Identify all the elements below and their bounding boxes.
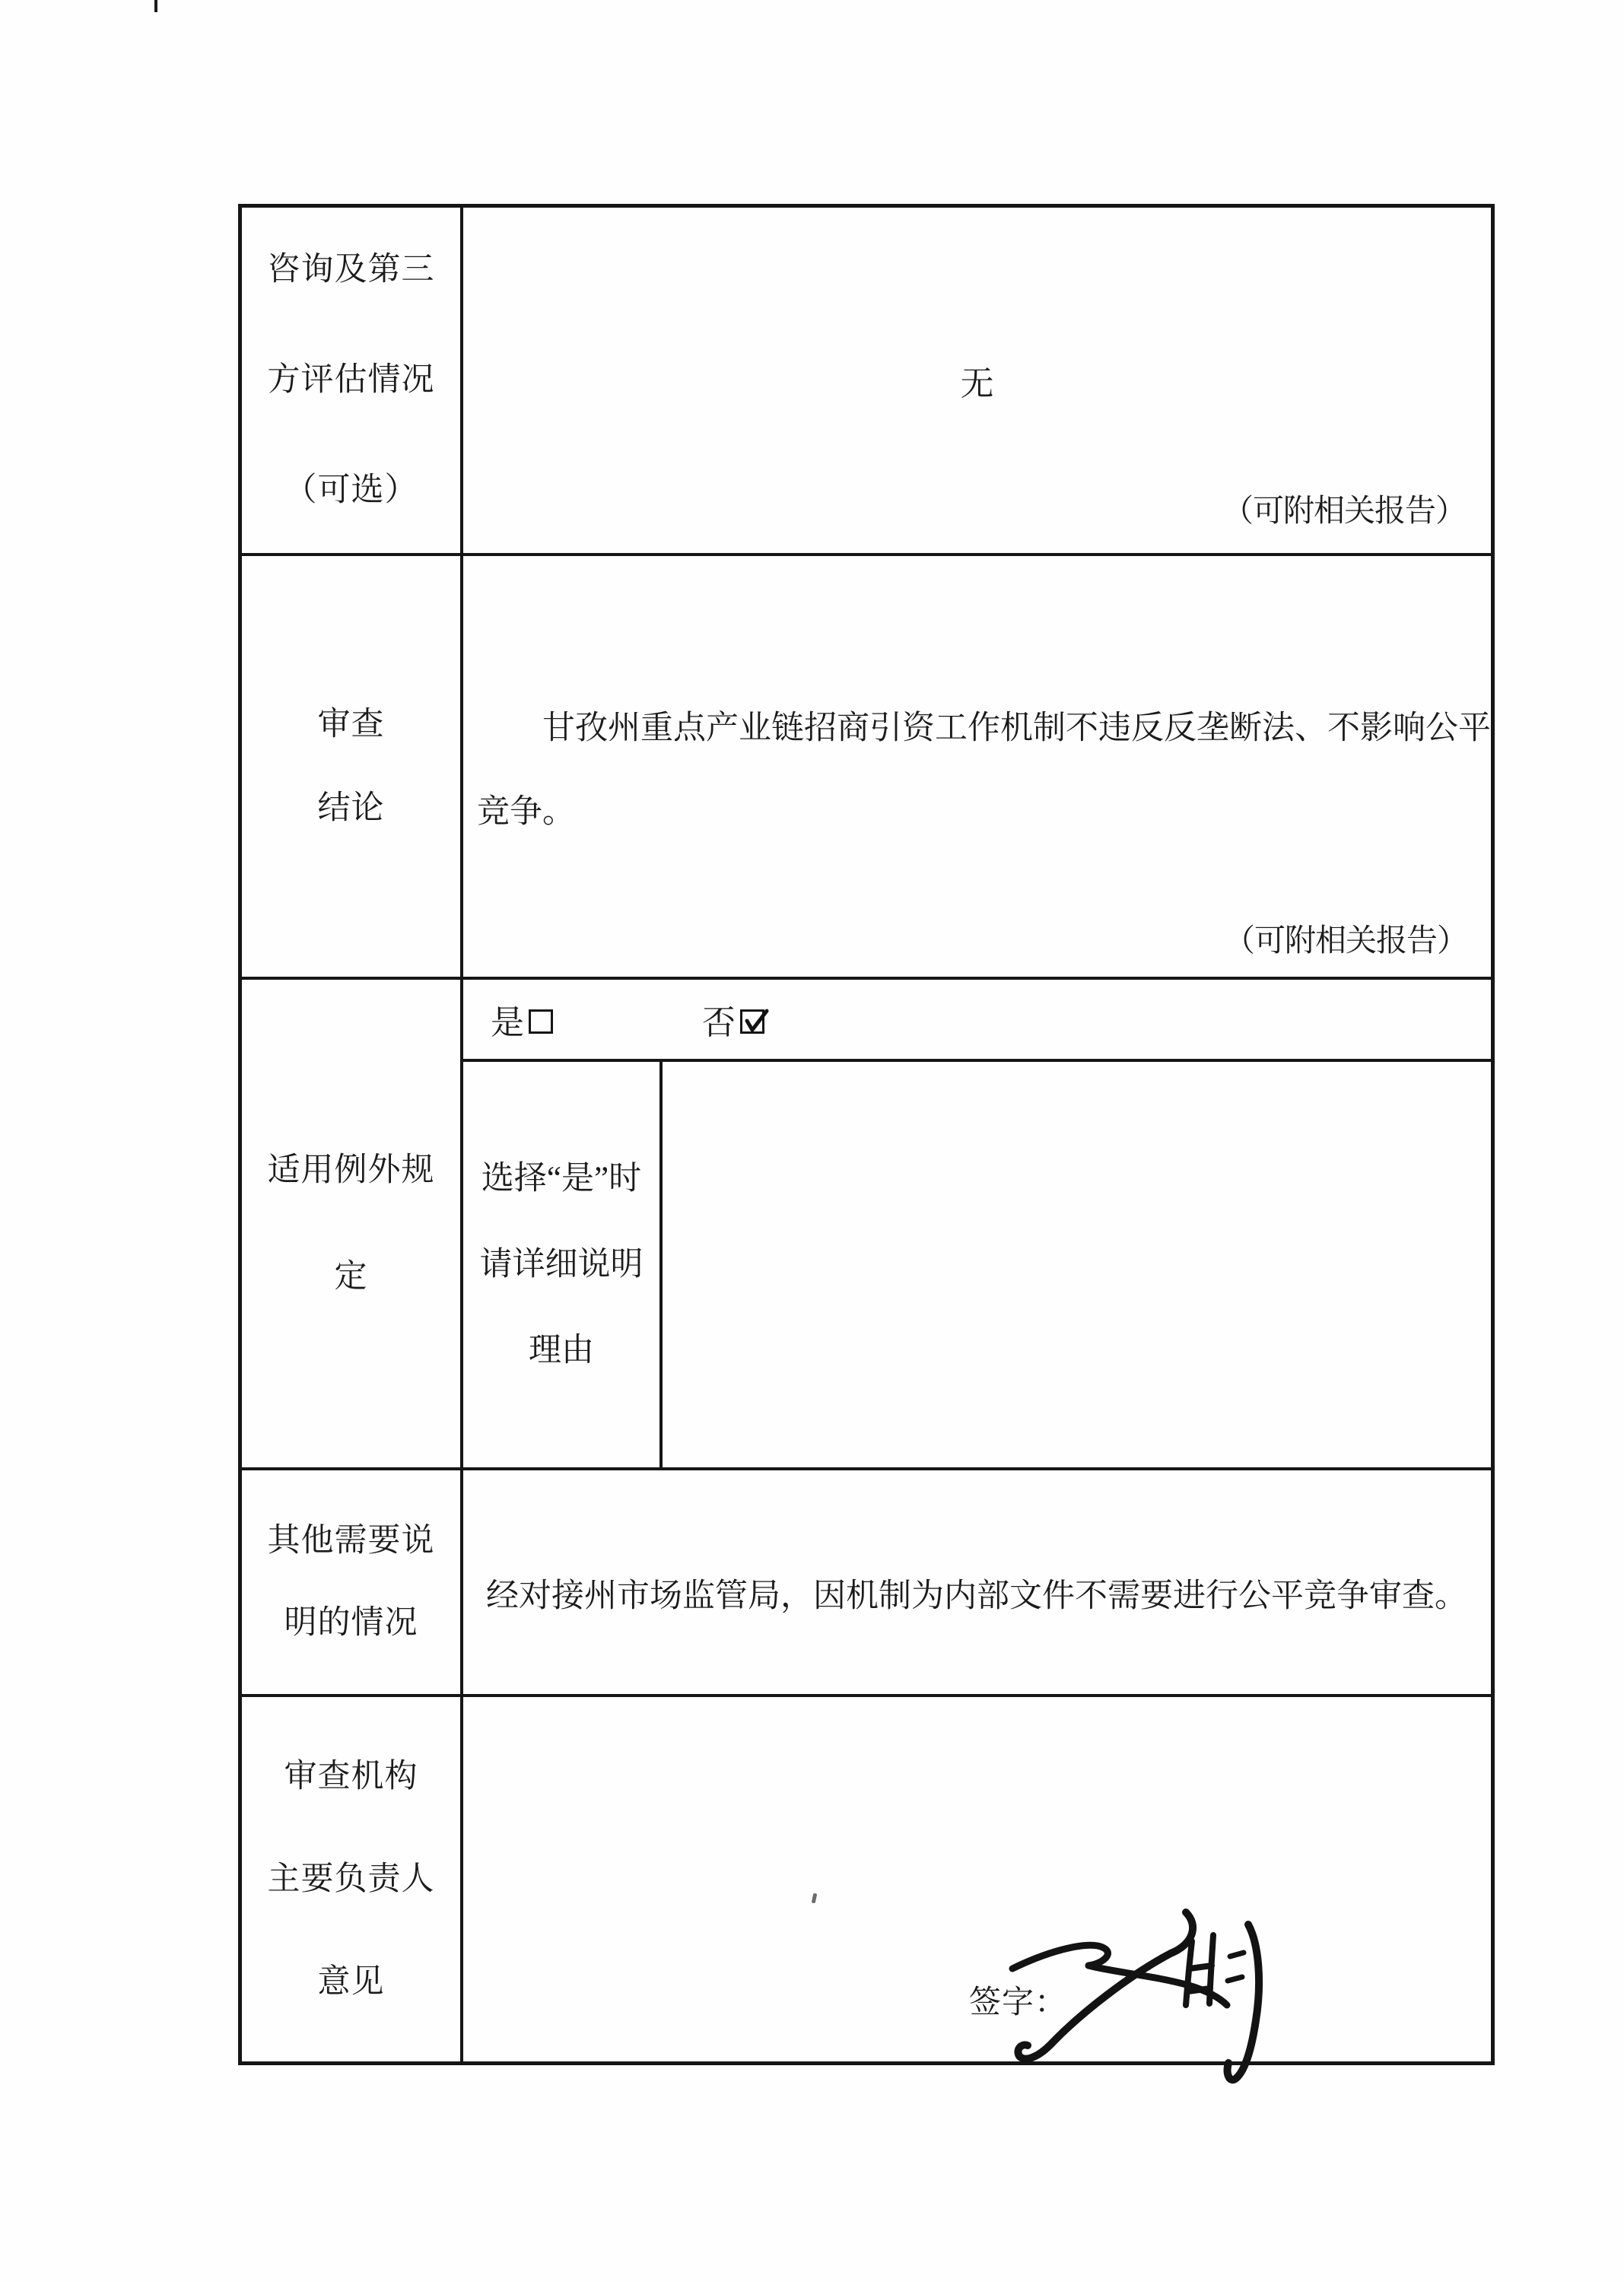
row-exception-rules — [242, 977, 1491, 1467]
row-label-head-opinion — [242, 1697, 463, 2061]
signature-label: 签字： — [969, 1985, 1068, 2020]
label-line: 咨询及第三 — [267, 252, 435, 288]
row-head-opinion — [242, 1694, 1491, 2061]
label-line: 方评估情况 — [267, 362, 435, 398]
label-line: 理由 — [529, 1333, 594, 1368]
consultation-value: 无 — [960, 365, 994, 402]
yes-checkbox-icon — [529, 1009, 553, 1034]
row-label-conclusion — [242, 556, 463, 977]
no-checkbox-icon — [740, 1009, 764, 1034]
scan-artifact-tick — [154, 0, 157, 12]
conclusion-line: 竞争。 — [477, 794, 575, 830]
attach-report-note: （可附相关报告） — [1224, 923, 1467, 958]
label-line: 审查机构 — [284, 1758, 418, 1794]
label-line: 意见 — [317, 1963, 385, 2000]
cell-head-opinion — [463, 1697, 1491, 2061]
conclusion-paragraph — [463, 556, 1492, 854]
other-notes-value: 经对接州市场监管局，因机制为内部文件不需要进行公平竞争审查。 — [486, 1578, 1467, 1614]
label-line: 结论 — [317, 790, 385, 826]
option-no — [702, 995, 764, 1044]
row-other-notes — [242, 1467, 1491, 1694]
handwritten-signature — [1005, 1899, 1301, 2096]
row-label-other-notes — [242, 1470, 463, 1694]
label-line: （可选） — [284, 472, 418, 508]
cell-conclusion-value — [463, 556, 1492, 977]
label-line: 定 — [334, 1258, 368, 1295]
review-form-table — [238, 204, 1495, 2065]
attach-report-note: （可附相关报告） — [1222, 493, 1466, 528]
option-yes-label: 是 — [491, 1004, 524, 1041]
exception-detail-value — [663, 1062, 1491, 1467]
label-line: 主要负责人 — [267, 1861, 435, 1897]
label-line: 请详细说明 — [479, 1247, 644, 1282]
label-line: 适用例外规 — [267, 1152, 435, 1188]
exception-detail-label — [463, 1062, 663, 1467]
option-yes — [491, 995, 553, 1044]
cell-consultation-value — [463, 208, 1491, 553]
cell-other-notes-value — [463, 1470, 1491, 1694]
exception-detail-area — [463, 1062, 1491, 1467]
label-line: 其他需要说 — [267, 1523, 435, 1559]
option-no-label: 否 — [702, 1004, 736, 1041]
label-line: 审查 — [317, 706, 385, 742]
exception-content — [463, 980, 1491, 1467]
label-line: 选择“是”时 — [481, 1161, 642, 1197]
row-label-consultation — [242, 208, 463, 553]
yes-no-row — [463, 980, 1491, 1062]
row-review-conclusion — [242, 553, 1491, 977]
label-line: 明的情况 — [284, 1605, 418, 1641]
conclusion-line: 甘孜州重点产业链招商引资工作机制不违反反垄断法、不影响公平 — [542, 710, 1491, 746]
row-consultation-assessment — [242, 208, 1491, 553]
scan-artifact-speck — [812, 1893, 818, 1904]
row-label-exception — [242, 980, 463, 1467]
